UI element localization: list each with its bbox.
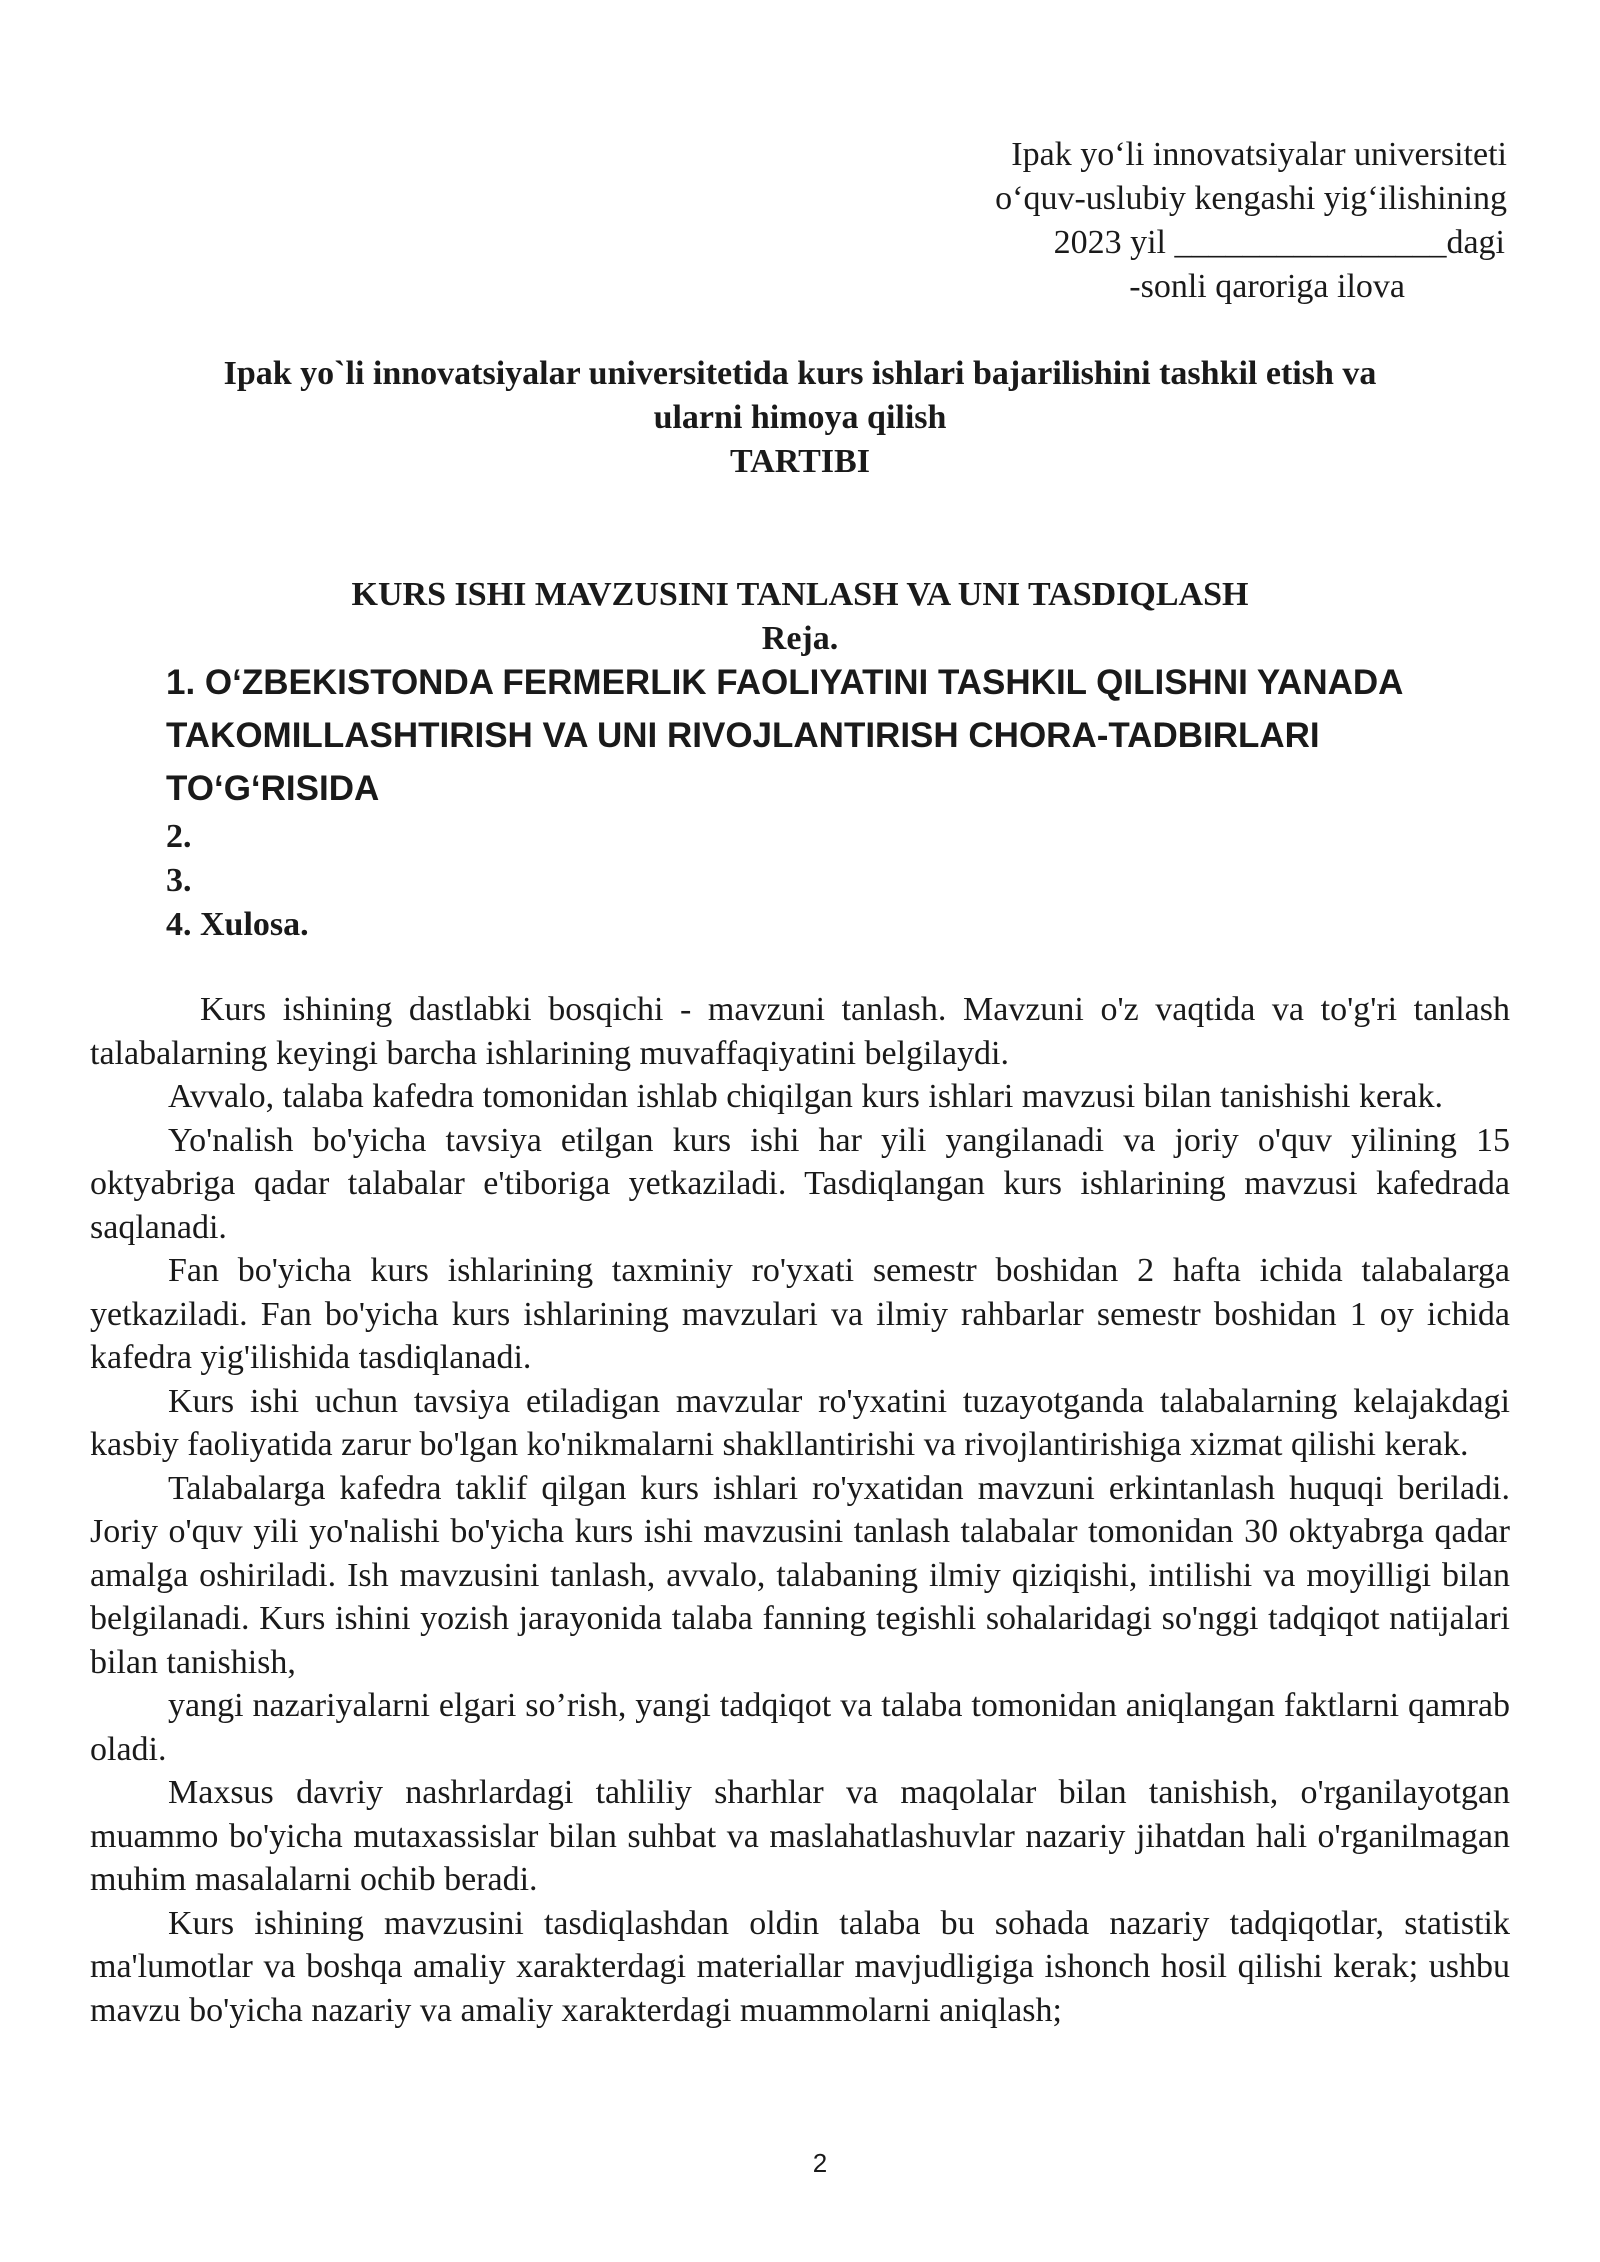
section-heading bbox=[90, 573, 1510, 661]
header-line: Ipak yo‘li innovatsiyalar universiteti bbox=[1011, 136, 1507, 173]
title-line: ularni himoya qilish bbox=[653, 399, 947, 436]
plan-list bbox=[166, 656, 1506, 947]
body-paragraph: Kurs ishining dastlabki bosqichi - mavzuni tanlash. Mavzuni o'z vaqtida va to'g'ri tanlash talabalarning keyingi barcha ishlarining muvaffaqiyatini belgilaydi. bbox=[90, 991, 1510, 1072]
plan-item: 3. bbox=[166, 862, 192, 899]
body-paragraph: Avvalo, talaba kafedra tomonidan ishlab chiqilgan kurs ishlari mavzusi bilan tanishishi kerak. bbox=[168, 1078, 1443, 1115]
body-paragraph: yangi nazariyalarni elgari so’rish, yangi tadqiqot va talaba tomonidan aniqlangan faktlarni qamrab oladi. bbox=[90, 1687, 1510, 1768]
body-paragraph: Kurs ishining mavzusini tasdiqlashdan oldin talaba bu sohada nazariy tadqiqotlar, statistik ma'lumotlar va boshqa amaliy xarakterdagi materiallar mavjudligiga ishonch hosil qilishi kerak; ushbu mavzu bo'yicha nazariy va amaliy xarakterdagi muammolarni aniqlash; bbox=[90, 1904, 1510, 2029]
page-number: 2 bbox=[812, 2148, 828, 2178]
body-paragraph: Fan bo'yicha kurs ishlarining taxminiy ro'yxati semestr boshidan 2 hafta ichida talabalarga yetkaziladi. Fan bo'yicha kurs ishlarining mavzulari va ilmiy rahbarlar semestr boshidan 1 oy ichida kafedra yig'ilishida tasdiqlanadi. bbox=[90, 1252, 1510, 1376]
body-paragraph: Kurs ishi uchun tavsiya etiladigan mavzular ro'yxatini tuzayotganda talabalarning kelajakdagi kasbiy faoliyatida zarur bo'lgan ko'nikmalarni shakllantirishi va rivojlantirishiga xizmat qilishi kerak. bbox=[90, 1382, 1510, 1463]
title-line: Ipak yo`li innovatsiyalar universitetida kurs ishlari bajarilishini tashkil etish va bbox=[223, 355, 1377, 392]
plan-item: 2. bbox=[166, 818, 192, 855]
section-subtitle: Reja. bbox=[761, 620, 839, 657]
header-line: 2023 yil ________________dagi bbox=[1053, 224, 1505, 261]
body-text bbox=[90, 988, 1510, 2032]
document-title bbox=[90, 352, 1510, 484]
plan-item: 1. O‘ZBEKISTONDA FERMERLIK FAOLIYATINI TASHKIL QILISHNI YANADA TAKOMILLASHTIRISH VA UNI RIVOJLANTIRISH CHORA-TADBIRLARI TO‘G‘RISIDA bbox=[166, 663, 1403, 808]
title-line: TARTIBI bbox=[730, 443, 870, 480]
section-title: KURS ISHI MAVZUSINI TANLASH VA UNI TASDIQLASH bbox=[351, 576, 1249, 613]
header-line: -sonli qaroriga ilova bbox=[1129, 268, 1405, 305]
approval-header bbox=[995, 133, 1507, 309]
header-line: o‘quv-uslubiy kengashi yig‘ilishining bbox=[995, 180, 1507, 217]
body-paragraph: Talabalarga kafedra taklif qilgan kurs ishlari ro'yxatidan mavzuni erkintanlash huquqi beriladi. Joriy o'quv yili yo'nalishi bo'yicha kurs ishi mavzusini tanlash talabalar tomonidan 30 oktyabrga qadar amalga oshiriladi. Ish mavzusini tanlash, avvalo, talabaning ilmiy qiziqishi, intilishi va moyilligi bilan belgilanadi. Kurs ishini yozish jarayonida talaba fanning tegishli sohalaridagi so'nggi tadqiqot natijalari bilan tanishish, bbox=[90, 1469, 1510, 1681]
body-paragraph: Maxsus davriy nashrlardagi tahliliy sharhlar va maqolalar bilan tanishish, o'rganilayotgan muammo bo'yicha mutaxassislar bilan suhbat va maslahatlashuvlar nazariy jihatdan hali o'rganilmagan muhim masalalarni ochib beradi. bbox=[90, 1774, 1510, 1898]
plan-item: 4. Xulosa. bbox=[166, 906, 309, 943]
body-paragraph: Yo'nalish bo'yicha tavsiya etilgan kurs ishi har yili yangilanadi va joriy o'quv yilining 15 oktyabriga qadar talabalar e'tiboriga yetkaziladi. Tasdiqlangan kurs ishlarining mavzusi kafedrada saqlanadi. bbox=[90, 1121, 1510, 1246]
